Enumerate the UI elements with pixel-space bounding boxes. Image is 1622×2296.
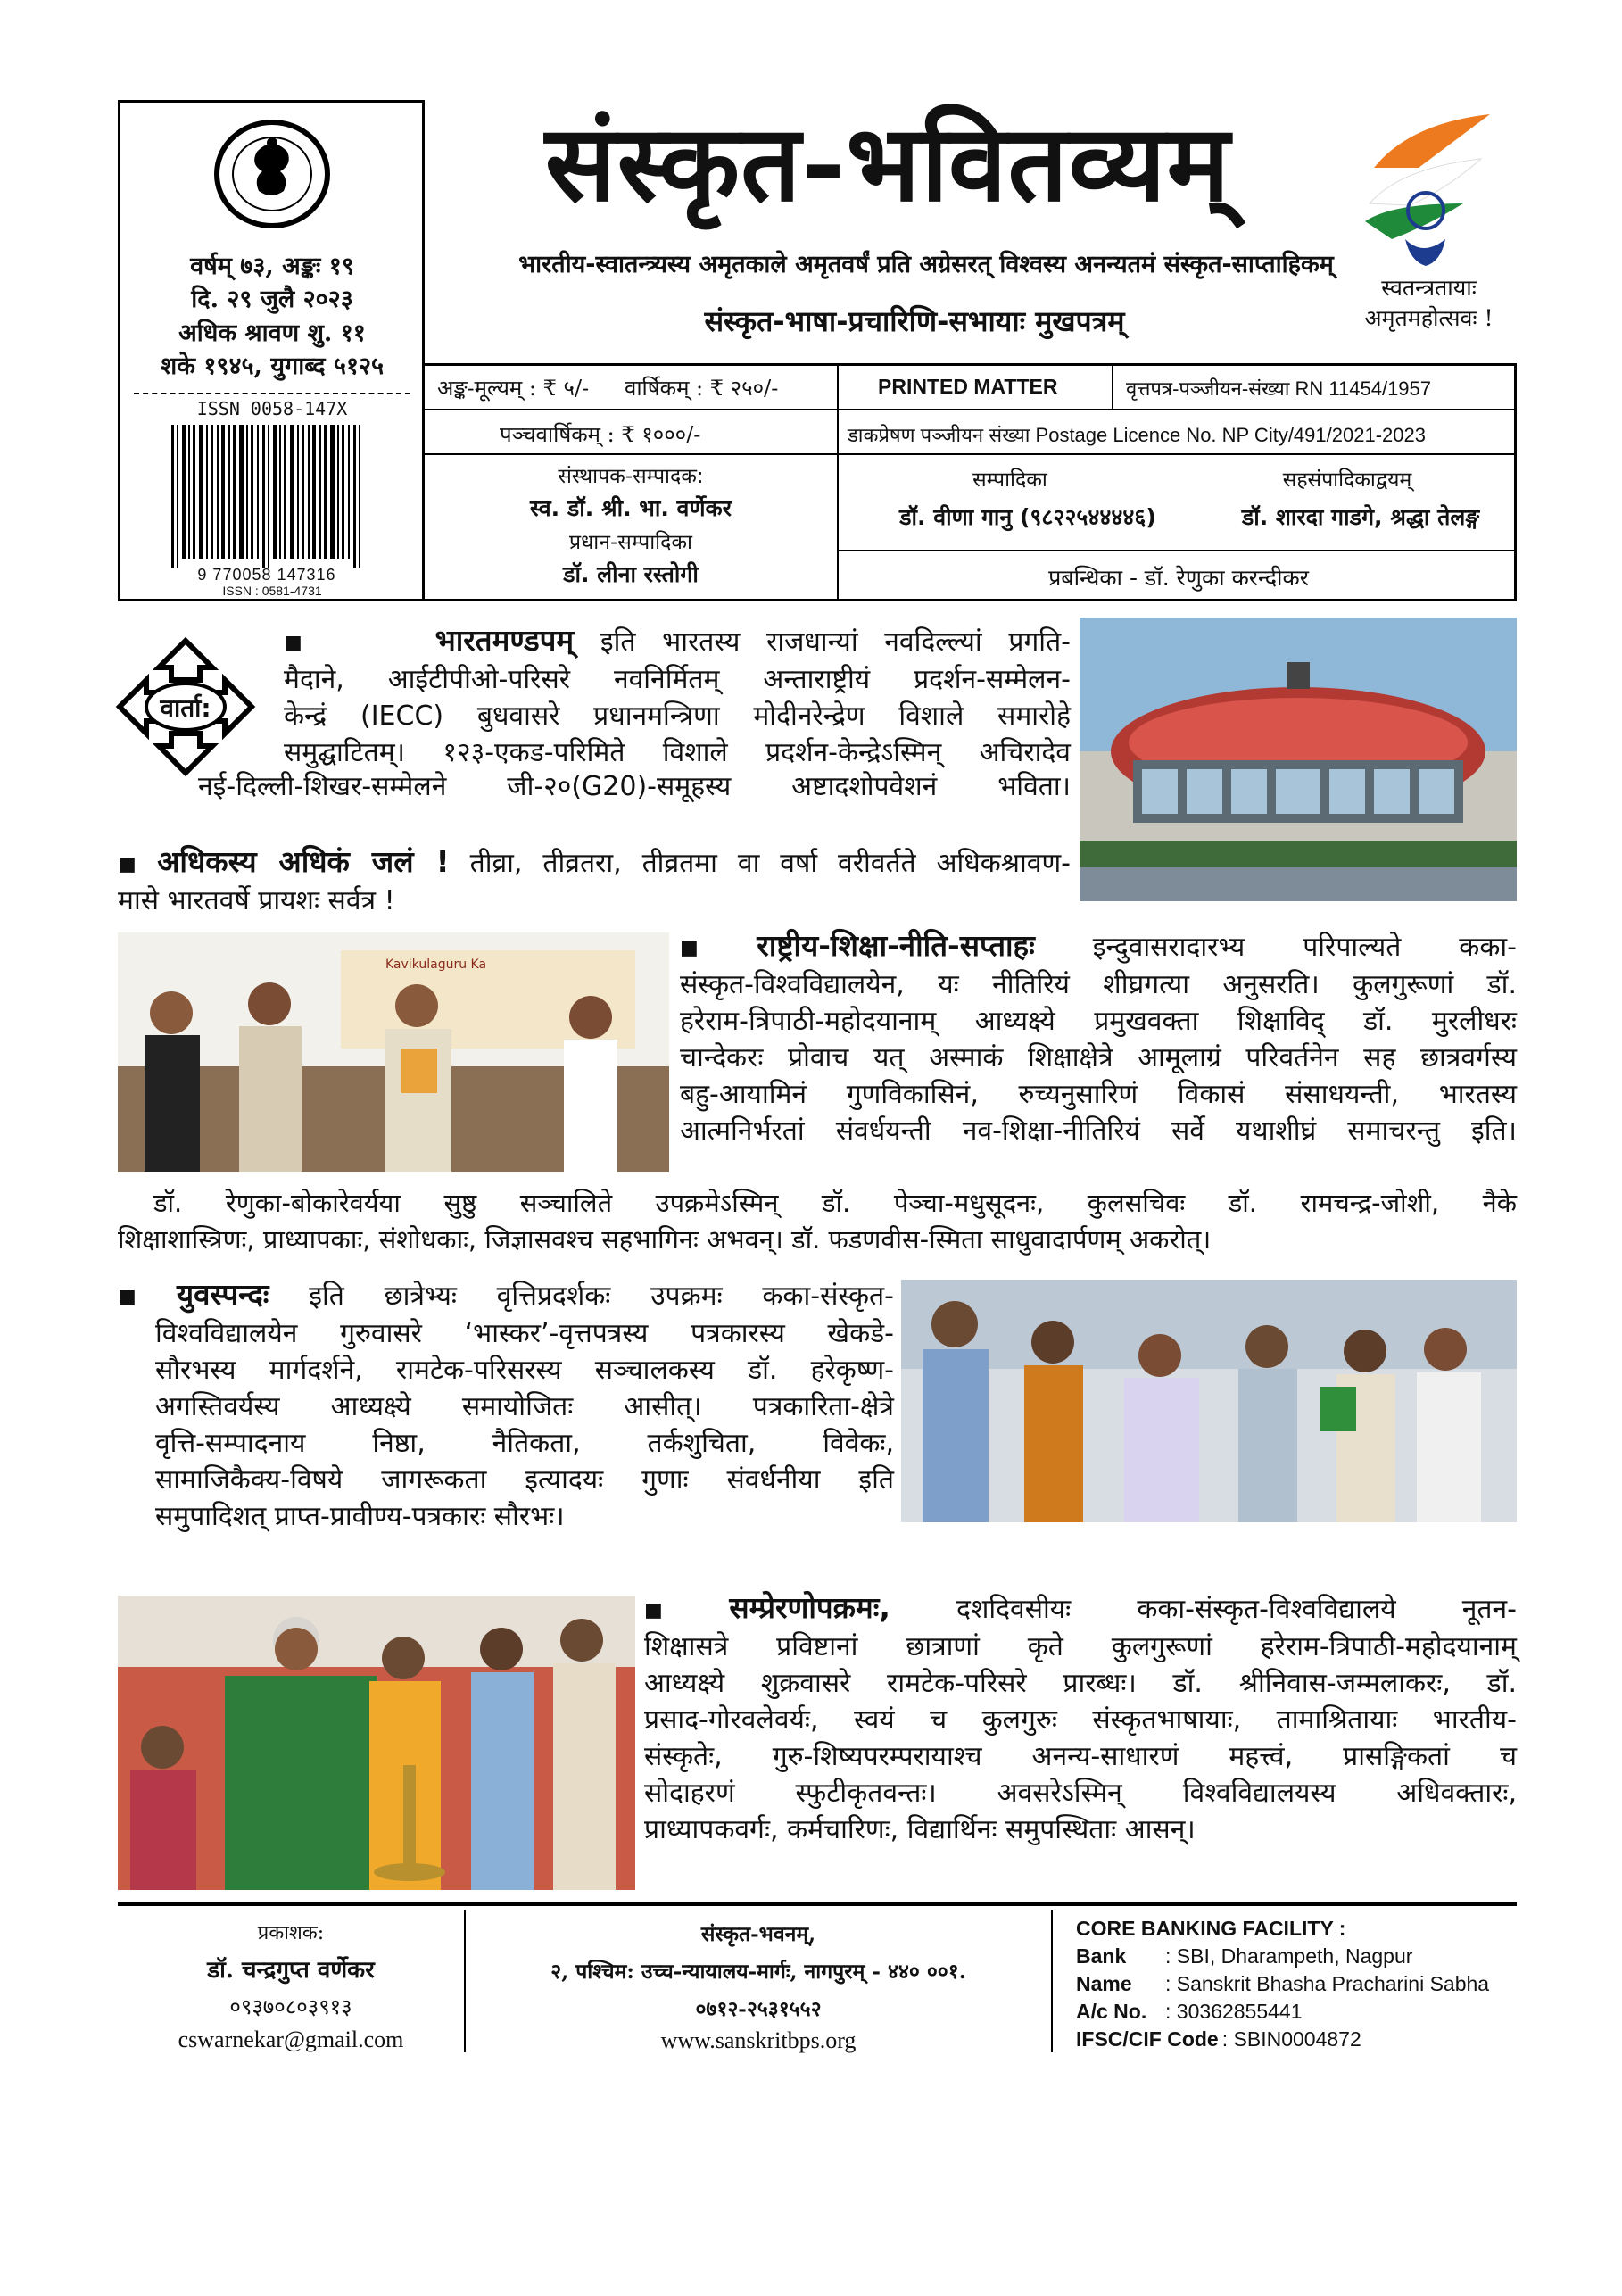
footer-divider [1051, 1910, 1053, 2052]
issue-date: दि. २९ जुलै २०२३ [191, 286, 353, 314]
bullet-square-icon: ■ [284, 632, 320, 654]
article-bharatmandapam [284, 622, 1071, 771]
bank-row [1076, 1943, 1504, 1970]
article-line: अगस्तिवर्यस्य आध्यक्ष्ये समायोजितः आसीत्। पत्रकारिता-क्षेत्रे [155, 1391, 894, 1422]
amrit-mahotsav-logo [1356, 105, 1499, 275]
publisher-label: प्रकाशक: [257, 1922, 325, 1944]
publisher-block [118, 1919, 464, 2053]
founder-label: संस्थापक-सम्पादक: [558, 465, 704, 488]
bank-value: : SBI, Dharampeth, Nagpur [1165, 1944, 1413, 1968]
article-heading: भारतमण्डपम् [434, 623, 575, 658]
samprerana-photo [118, 1596, 635, 1890]
bullet-square-icon: ■ [118, 1286, 169, 1308]
registration: वृत्तपत्र-पञ्जीयन-संख्या RN 11454/1957 [1126, 377, 1432, 400]
issue-meta [123, 250, 421, 383]
article-line: डॉ. रेणुका-बोकारेवर्यया सुष्ठु सञ्चालिते उपक्रमेऽस्मिन् डॉ. पेञ्चा-मधुसूदनः, कुलसचिवः डॉ. रामचन्द्र-जोशी, नैके [153, 1188, 1517, 1218]
bank-details [1076, 1915, 1504, 2053]
editor-label: सम्पादिका [972, 468, 1047, 492]
manager: प्रबन्धिका - डॉ. रेणुका करन्दीकर [1048, 565, 1309, 591]
barcode [170, 425, 362, 568]
price: अङ्क-मूल्यम् : ₹ ५/- [437, 376, 590, 401]
article-line: संस्कृत-विश्वविद्यालयेन, यः नीतिरियं शीघ्रगत्या अनुसरति। कुलगुरूणां डॉ. [680, 969, 1517, 1000]
bank-key: A/c No. [1076, 2000, 1147, 2023]
bank-key: IFSC/CIF Code [1076, 2027, 1219, 2051]
article-line: आध्यक्ष्ये शुक्रवासरे रामटेक-परिसरे प्रारब्धः। डॉ. श्रीनिवास-जम्मलाकरः, डॉ. [644, 1668, 1517, 1699]
article-line: विश्वविद्यालयेन गुरुवासरे ‘भास्कर’-वृत्तपत्रस्य पत्रकारस्य खेकडे- [155, 1318, 894, 1349]
article-line: प्राध्यापकवर्गः, कर्मचारिणः, विद्यार्थिनः समुपस्थिताः आसन्। [644, 1814, 1196, 1845]
issn-bottom: ISSN : 0581-4731 [222, 584, 322, 598]
office-name: संस्कृत-भवनम्, [700, 1922, 816, 1946]
printed-matter: PRINTED MATTER [878, 375, 1058, 398]
article-heading: राष्ट्रीय-शिक्षा-नीति-सप्ताहः [757, 928, 1035, 963]
publisher-name: डॉ. चन्द्रगुप्त वर्णेकर [207, 1957, 375, 1984]
office-website[interactable]: www.sanskritbps.org [660, 2027, 857, 2053]
article-line: सामाजिकैक्य-विषये जागरूकता इत्यादयः गुणाः संवर्धनीया इति [155, 1464, 894, 1496]
five-year-price: पञ्चवार्षिकम् : ₹ १०००/- [500, 422, 701, 447]
grid-line [837, 363, 839, 601]
yuvaspanda-photo [901, 1280, 1517, 1522]
issn-top: ISSN 0058-147X [196, 398, 348, 419]
festival-caption [1333, 273, 1525, 334]
article-line: केन्द्रं (IECC) बुधवासरे प्रधानमन्त्रिणा मोदीनरेन्द्रेण विशाले समारोहे [284, 700, 1071, 732]
bullet-square-icon: ■ [644, 1599, 721, 1621]
article-line: तीव्रा, तीव्रतरा, तीव्रतमा वा वर्षा वरीवर्तते अधिकश्रावण- [469, 848, 1071, 879]
article-samprerana [644, 1589, 1517, 1848]
coeditor-label: सहसंपादिकाद्वयम् [1282, 468, 1412, 492]
bank-key: Bank [1076, 1944, 1127, 1968]
article-bharatmandapam-end [198, 768, 1071, 805]
varta-badge [114, 635, 257, 778]
issue-month: अधिक श्रावण शु. ११ [178, 319, 366, 347]
bank-key: Name [1076, 1972, 1132, 1995]
issue-volume: वर्षम् ७३, अङ्कः १९ [190, 253, 354, 280]
bank-value: : SBIN0004872 [1221, 2027, 1361, 2051]
bullet-square-icon: ■ [680, 937, 749, 959]
article-line: शिक्षाशास्त्रिणः, प्राध्यापकाः, संशोधकाः, जिज्ञासवश्च सहभागिनः अभवन्। डॉ. फडणवीस-स्मिता साधुवादार्पणम् अकरोत्। [118, 1224, 1212, 1255]
article-line: दशदिवसीयः कका-संस्कृत-विश्वविद्यालये नूतन- [956, 1594, 1517, 1625]
article-line: इति छात्रेभ्यः वृत्तिप्रदर्शकः उपक्रमः कका-संस्कृत- [309, 1281, 894, 1312]
bank-row [1076, 1998, 1504, 2026]
article-shiksha-niti-cont [118, 1222, 1517, 1258]
tagline: भारतीय-स्वातन्त्र्यस्य अमृतकाले अमृतवर्षं प्रति अग्रेसरत् विश्वस्य अनन्यतमं संस्कृत-साप्ताहिकम् [518, 251, 1334, 278]
article-line: चान्देकरः प्रोवाच यत् अस्माकं शिक्षाक्षेत्रे आमूलाग्रं परिवर्तनेन सह छात्रवर्गस्य [680, 1042, 1517, 1073]
bank-row [1076, 1970, 1504, 1998]
festival-line-2: अमृतमहोत्सवः ! [1364, 304, 1494, 331]
article-line: मैदाने, आईटीपीओ-परिसरे नवनिर्मितम् अन्ताराष्ट्रीयं प्रदर्शन-सम्मेलन- [284, 664, 1071, 695]
chief-editor-label: प्रधान-सम्पादिका [569, 531, 692, 554]
issue-era: शके १९४५, युगाब्द ५१२५ [160, 352, 385, 380]
bank-value: : 30362855441 [1165, 2000, 1303, 2023]
grid-line [1112, 363, 1113, 410]
article-shiksha-niti-cont [153, 1185, 1517, 1222]
office-phone: ०७१२-२५३१५५२ [695, 1997, 822, 2021]
coeditor-names: डॉ. शारदा गाडगे, श्रद्धा तेलङ्ग [1241, 504, 1480, 530]
article-line: समुद्घाटितम्। १२३-एकड-परिमिते विशाले प्रदर्शन-केन्द्रेऽस्मिन् अचिरादेव [284, 737, 1071, 768]
bank-row [1076, 2026, 1504, 2053]
article-line: बहु-आयामिनं गुणविकासिनं, रुच्यनुसारिणं विकासं संसाधयन्ती, भारतस्य [680, 1079, 1517, 1110]
article-line: नई-दिल्ली-शिखर-सम्मेलने जी-२०(G20)-समूहस्य अष्टादशोपवेशनं भविता। [198, 771, 1071, 802]
chief-editor-name: डॉ. लीना रस्तोगी [563, 561, 699, 587]
article-line: वृत्ति-सम्पादनाय निष्ठा, नैतिकता, तर्कशुचिता, विवेकः, [155, 1428, 894, 1459]
publisher-email[interactable]: cswarnekar@gmail.com [178, 2027, 404, 2052]
bullet-square-icon: ■ [118, 853, 149, 875]
article-line: सौरभस्य मार्गदर्शने, रामटेक-परिसरस्य सञ्चालकस्य डॉ. हरेकृष्ण- [155, 1355, 894, 1386]
office-block [468, 1919, 1049, 2054]
shiksha-niti-photo [118, 932, 669, 1172]
festival-line-1: स्वतन्त्रतायाः [1381, 275, 1477, 301]
bank-title: CORE BANKING FACILITY : [1076, 1917, 1346, 1940]
article-line: आत्मनिर्भरतां संवर्धयन्ती नव-शिक्षा-नीतिरियं सर्वे यथाशीघ्रं समाचरन्तु इति। [680, 1115, 1517, 1147]
article-line: मासे भारतवर्षे प्रायशः सर्वत्र ! [118, 885, 395, 916]
postage-licence: डाकप्रेषण पञ्जीयन संख्या Postage Licence No. NP City/491/2021-2023 [848, 424, 1426, 446]
footer-divider [464, 1910, 466, 2052]
grid-line [423, 409, 1517, 410]
article-shiksha-niti [680, 927, 1517, 1149]
article-line: हरेराम-त्रिपाठी-महोदयानाम् आध्यक्ष्ये प्रमुखवक्ता शिक्षाविद् डॉ. मुरलीधरः [680, 1006, 1517, 1037]
article-line: प्रसाद-गोरवलेवर्यः, स्वयं च कुलगुरुः संस्कृतभाषायाः, तामाश्रितायाः भारतीय- [644, 1704, 1517, 1736]
article-line: इन्दुवासरादारभ्य परिपाल्यते कका- [1092, 932, 1517, 963]
article-line: शिक्षासत्रे प्रविष्टानां छात्राणां कृते कुलगुरूणां हरेराम-त्रिपाठी-महोदयानाम् [644, 1631, 1517, 1662]
footer-divider [118, 1902, 1517, 1906]
article-line: संस्कृतेः, गुरु-शिष्यपरम्परायाश्च अनन्य-साधारणं महत्त्वं, प्रासङ्गिकतां च [644, 1741, 1517, 1772]
grid-line [837, 550, 1517, 551]
divider [134, 393, 410, 394]
article-line: सोदाहरणं स्फुटीकृतवन्तः। अवसरेऽस्मिन् विश्वविद्यालयस्य अधिवक्तारः, [644, 1778, 1517, 1809]
varta-label: वार्ता: [160, 693, 211, 723]
barcode-number: 9 770058 147316 [197, 566, 336, 584]
photo-banner-text: Kavikulaguru Ka [385, 957, 487, 972]
annual-price: वार्षिकम् : ₹ २५०/- [625, 376, 779, 401]
organ-line: संस्कृत-भाषा-प्रचारिणि-सभायाः मुखपत्रम् [704, 304, 1125, 338]
article-line: समुपादिशत् प्राप्त-प्रावीण्य-पत्रकारः सौरभः। [155, 1501, 565, 1532]
article-yuvaspanda [118, 1276, 894, 1535]
office-address: २, पश्चिम: उच्च-न्यायालय-मार्गः, नागपुरम् - ४४० ००१. [550, 1960, 966, 1984]
article-heading: सम्प्रेरणोपक्रमः, [729, 1590, 890, 1625]
article-adhikasya [118, 843, 1071, 919]
publisher-phone: ०९३७०८०३९१३ [229, 1994, 352, 2019]
article-heading: युवस्पन्दः [177, 1277, 269, 1312]
bank-value: : Sanskrit Bhasha Pracharini Sabha [1165, 1972, 1490, 1995]
sabha-emblem-logo [187, 116, 357, 232]
article-heading: अधिकस्य अधिकं जलं ! [157, 844, 450, 879]
bharat-mandapam-photo [1080, 618, 1517, 901]
founder-name: स्व. डॉ. श्री. भा. वर्णेकर [530, 495, 732, 521]
grid-line [423, 453, 1517, 455]
article-line: इति भारतस्य राजधान्यां नवदिल्ल्यां प्रगति- [600, 626, 1072, 658]
editor-name: डॉ. वीणा गानु (९८२२५४४४४६) [899, 504, 1156, 530]
newspaper-title: संस्कृत-भवितव्यम् [544, 101, 1231, 225]
